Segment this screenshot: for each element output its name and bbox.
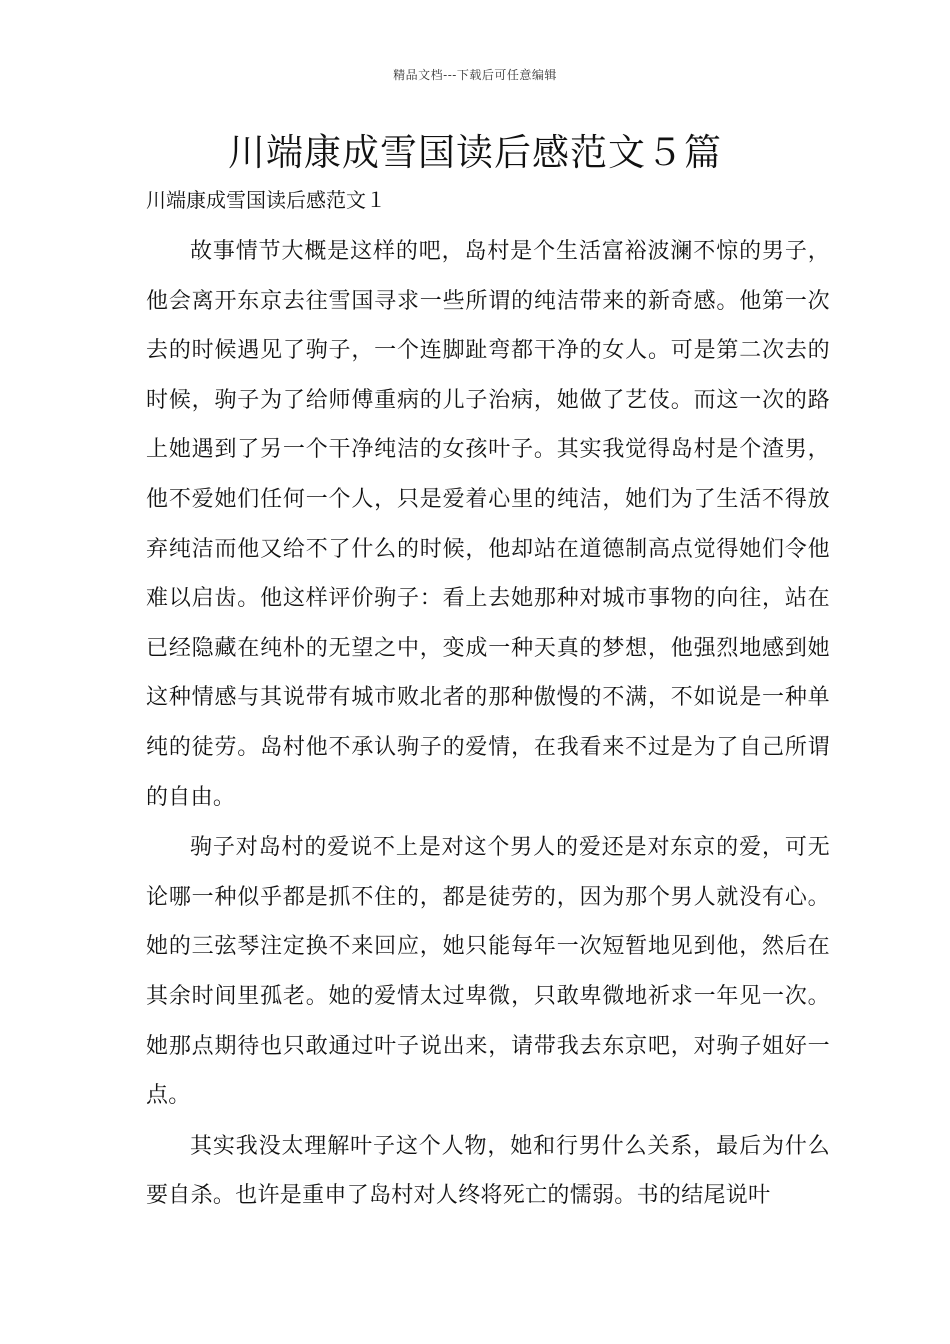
paragraph: 故事情节大概是这样的吧，岛村是个生活富裕波澜不惊的男子，他会离开东京去往雪国寻求一些所谓的纯洁带来的新奇感。他第一次去的时候遇见了驹子，一个连脚趾弯都干净的女人。可是第二次去的时候，驹子为了给师傅重病的儿子治病，她做了艺伎。而这一次的路上她遇到了另一个干净纯洁的女孩叶子。其实我觉得岛村是个渣男，他不爱她们任何一个人，只是爱着心里的纯洁，她们为了生活不得放弃纯洁而他又给不了什么的时候，他却站在道德制高点觉得她们令他难以启齿。他这样评价驹子：看上去她那种对城市事物的向往，站在已经隐藏在纯朴的无望之中，变成一种天真的梦想，他强烈地感到她这种情感与其说带有城市败北者的那种傲慢的不满，不如说是一种单纯的徒劳。岛村他不承认驹子的爱情，在我看来不过是为了自己所谓的自由。	[146, 239, 830, 810]
paragraph: 驹子对岛村的爱说不上是对这个男人的爱还是对东京的爱，可无论哪一种似乎都是抓不住的，都是徒劳的，因为那个男人就没有心。她的三弦琴注定换不来回应，她只能每年一次短暂地见到他，然后在其余时间里孤老。她的爱情太过卑微，只敢卑微地祈求一年见一次。她那点期待也只敢通过叶子说出来，请带我去东京吧，对驹子姐好一点。	[146, 835, 830, 1109]
paragraph: 其实我没太理解叶子这个人物，她和行男什么关系，最后为什么要自杀。也许是重申了岛村对人终将死亡的懦弱。书的结尾说叶	[146, 1133, 830, 1209]
body-text	[146, 227, 830, 1222]
document-title: 川端康成雪国读后感范文５篇	[228, 131, 722, 174]
section-heading: 川端康成雪国读后感范文１	[146, 188, 386, 212]
header-note: 精品文档---下载后可任意编辑	[393, 68, 557, 82]
